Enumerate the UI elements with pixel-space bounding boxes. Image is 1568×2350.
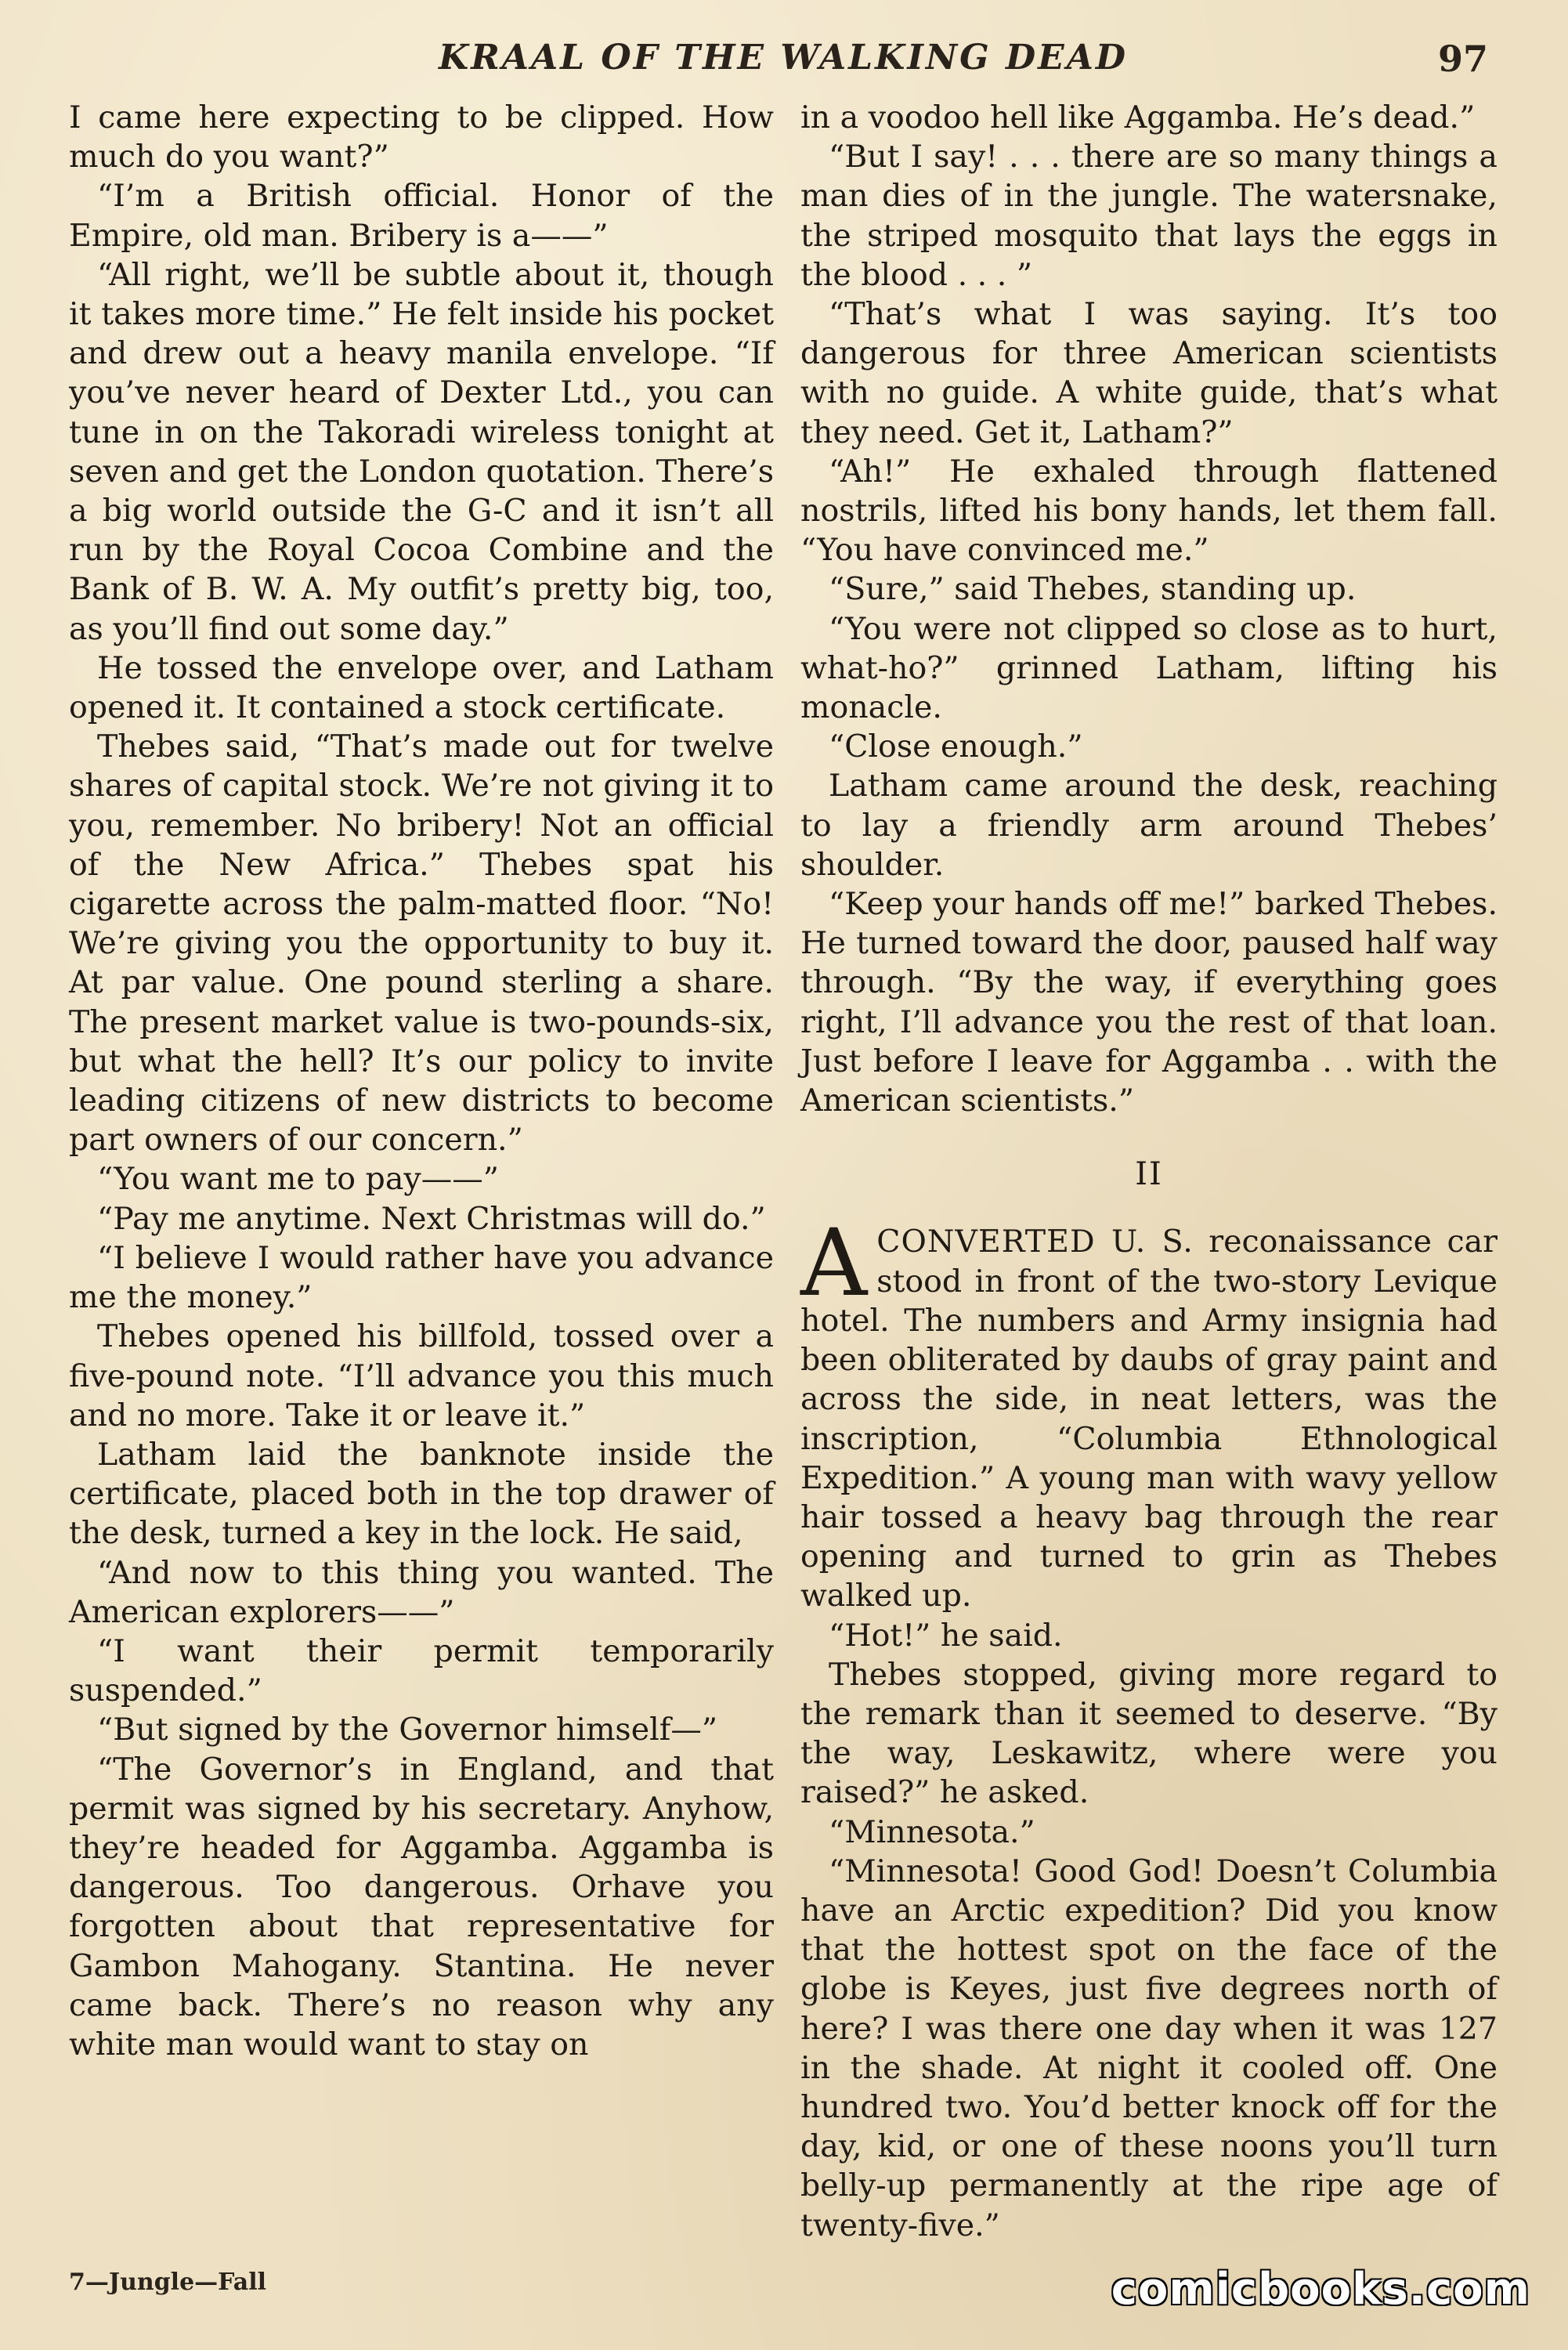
- paragraph: “That’s what I was saying. It’s too dangerous for three American scientists with no guide. A white guide, that’s what they need. Get it, Latham?”: [800, 296, 1498, 450]
- paragraph: in a voodoo hell like Aggamba. He’s dead.”: [800, 99, 1476, 136]
- paragraph: “I’m a British official. Honor of the Empire, old man. Bribery is a——”: [69, 178, 774, 254]
- paragraph: “You were not clipped so close as to hurt, what-ho?” grinned Latham, lifting his monacle.: [800, 610, 1498, 726]
- paragraph: “All right, we’ll be subtle about it, though it takes more time.” He felt inside his pocket and drew out a heavy manila envelope. “If you’ve never heard of Dexter Ltd., you can tune in on the Takoradi wireless tonight at seven and get the London quotation. There’s a big world outside the G-C and it isn’t all run by the Royal Cocoa Combine and the Bank of B. W. A. My outfit’s pretty big, too, as you’ll find out some day.”: [69, 256, 774, 647]
- page-number: 97: [1437, 38, 1488, 80]
- opening-text: reconaissance car stood in front of the two-story Levique hotel. The numbers and Army insignia had been obliterated by daubs of gray paint and across the side, in neat letters, was the inscription, “Columbia Ethnological Expedition.” A young man with wavy yellow hair tossed a heavy bag through the rear opening and turned to grin as Thebes walked up.: [800, 1224, 1498, 1614]
- paragraph: Thebes said, “That’s made out for twelve shares of capital stock. We’re not giving it to you, remember. No bribery! Not an official of the New Africa.” Thebes spat his cigarette across the palm-matted floor. “No! We’re giving you the opportunity to buy it. At par value. One pound sterling a share. The present market value is two-pounds-six, but what the hell? It’s our policy to invite leading citizens of new districts to become part owners of our concern.”: [69, 728, 774, 1159]
- paragraph: Thebes stopped, giving more regard to the remark than it seemed to deserve. “By the way, Leskawitz, where were you raised?” he asked.: [800, 1656, 1498, 1811]
- paragraph: “Minnesota.”: [829, 1813, 1035, 1850]
- watermark: comicbooks.com: [1111, 2264, 1530, 2315]
- paragraph: “Pay me anytime. Next Christmas will do.”: [97, 1200, 766, 1237]
- section-opening-paragraph: [800, 1209, 1498, 1615]
- paragraph: “Minnesota! Good God! Doesn’t Columbia have an Arctic expedition? Did you know that the hottest spot on the face of the globe is Keyes, just five degrees north of here? I was there one day when it was 127 in the shade. At night it cooled off. One hundred two. You’d better knock off for the day, kid, or one of these noons you’ll turn belly-up permanently at the ripe age of twenty-five.”: [800, 1853, 1498, 2243]
- paragraph: Latham came around the desk, reaching to lay a friendly arm around Thebes’ shoulder.: [800, 768, 1498, 883]
- paragraph: “The Governor’s in England, and that permit was signed by his secretary. Anyhow, they’re headed for Aggamba. Aggamba is dangerous. Too dangerous. Orhave you forgotten about that representative for Gambon Mahogany. Stantina. He never came back. There’s no reason why any white man would want to stay on: [69, 1751, 774, 2063]
- running-title: KRAAL OF THE WALKING DEAD: [439, 38, 1128, 78]
- paragraph: “But I say! . . . there are so many things a man dies of in the jungle. The watersnake, the striped mosquito that lays the eggs in the blood . . . ”: [800, 139, 1498, 293]
- paragraph: “And now to this thing you wanted. The American explorers——”: [69, 1554, 774, 1630]
- paragraph: “Keep your hands off me!” barked Thebes. He turned toward the door, paused half way through. “By the way, if everything goes right, I’ll advance you the rest of that loan. Just before I leave for Aggamba . . with the American scientists.”: [800, 886, 1498, 1119]
- paragraph: He tossed the envelope over, and Latham opened it. It contained a stock certificate.: [69, 649, 774, 726]
- paragraph: Latham laid the banknote inside the certificate, placed both in the top drawer of the desk, turned a key in the lock. He said,: [69, 1436, 774, 1552]
- left-column: [69, 98, 774, 2064]
- paragraph: “I want their permit temporarily suspended.”: [69, 1632, 774, 1709]
- paragraph: “Close enough.”: [829, 728, 1083, 765]
- paragraph: “Ah!” He exhaled through flattened nostrils, lifted his bony hands, let them fall. “You have convinced me.”: [800, 453, 1498, 569]
- paragraph: Thebes opened his billfold, tossed over a five-pound note. “I’ll advance you this much and no more. Take it or leave it.”: [69, 1318, 774, 1434]
- paragraph: “You want me to pay——”: [97, 1161, 499, 1198]
- page-header: [439, 38, 1504, 92]
- paragraph: “Sure,” said Thebes, standing up.: [829, 571, 1357, 608]
- drop-cap: A: [800, 1209, 868, 1318]
- paragraph: I came here expecting to be clipped. How much do you want?”: [69, 99, 774, 175]
- section-number: II: [1135, 1156, 1163, 1193]
- paragraph: “I believe I would rather have you advance me the money.”: [69, 1239, 774, 1316]
- signature-mark: 7—Jungle—Fall: [69, 2269, 267, 2296]
- right-column: [800, 98, 1498, 2245]
- paragraph: “But signed by the Governor himself—”: [97, 1712, 718, 1748]
- paragraph: “Hot!” he said.: [829, 1617, 1063, 1654]
- opening-small-caps: CONVERTED U. S.: [876, 1224, 1194, 1260]
